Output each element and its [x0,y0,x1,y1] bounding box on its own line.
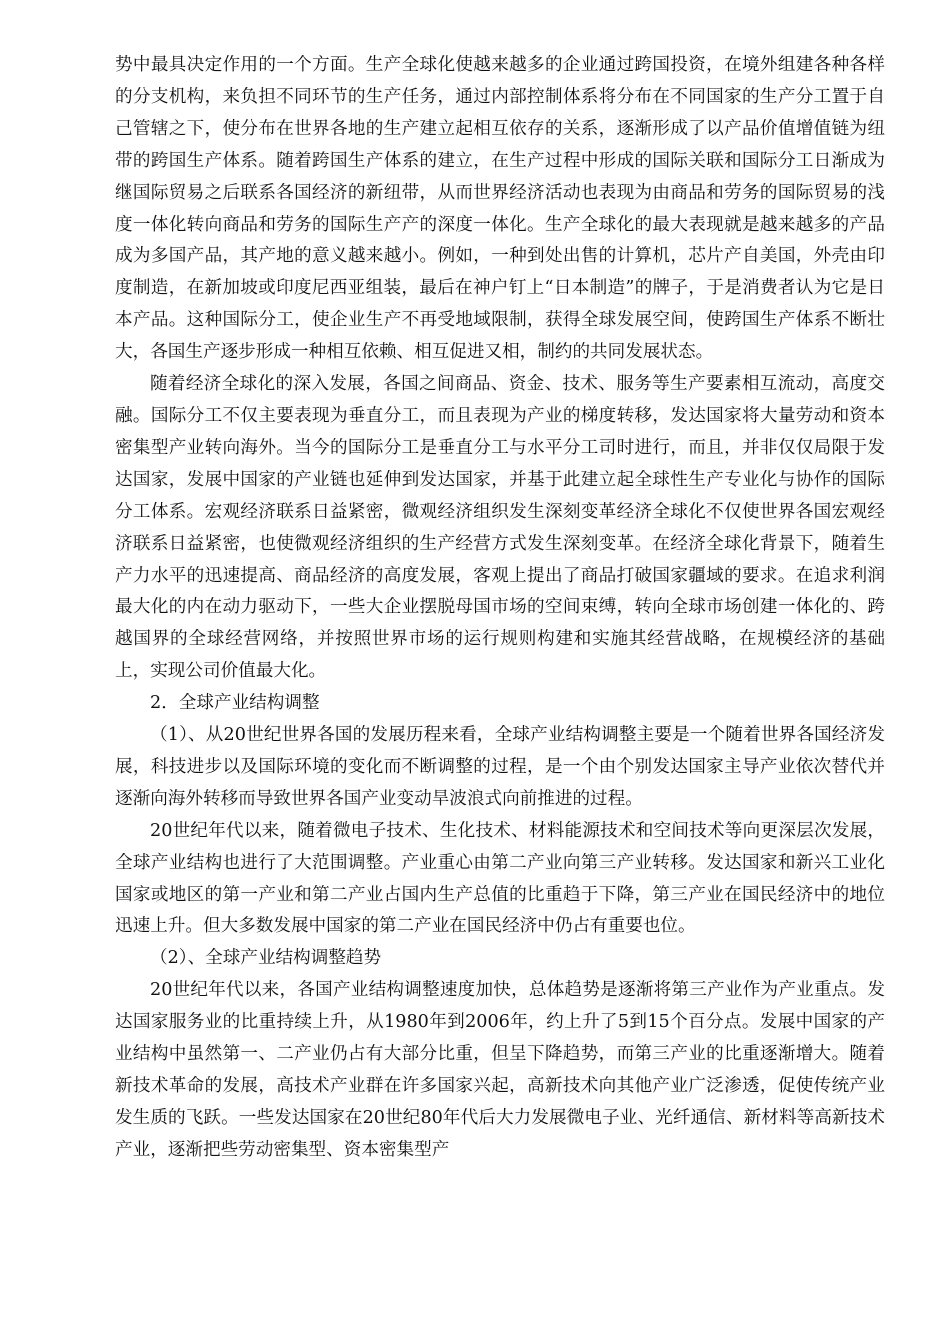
paragraph-restructuring-trend: 20世纪年代以来，各国产业结构调整速度加快，总体趋势是逐渐将第三产业作为产业重点。发达国家服务业的比重持续上升，从1980年到2006年，约上升了5到15个百分点。发展中国家的产业结构中虽然第一、二产业仍占有大部分比重，但呈下降趋势，而第三产业的比重逐渐增大。随着新技术革命的发展，高技术产业群在许多国家兴起，高新技术向其他产业广泛渗透，促使传统产业发生质的飞跃。一些发达国家在20世纪80年代后大力发展微电子业、光纤通信、新材料等高新技术产业，逐渐把些劳动密集型、资本密集型产 [115,980,885,1160]
section-heading-industrial-restructuring: 2．全球产业结构调整 [150,693,320,714]
paragraph-restructuring-history: （1）、从20世纪世界各国的发展历程来看，全球产业结构调整主要是一个随着世界各国经济发展，科技进步以及国际环境的变化而不断调整的过程，是一个由个别发达国家主导产业依次替代并逐渐向海外转移而导致世界各国产业变动旱波浪式向前推进的过程。 [115,725,885,809]
paragraph-international-division: 随着经济全球化的深入发展，各国之间商品、资金、技术、服务等生产要素相互流动，高度交融。国际分工不仅主要表现为垂直分工，而且表现为产业的梯度转移，发达国家将大量劳动和资本密集型产业转向海外。当今的国际分工是垂直分工与水平分工司时进行，而且，并非仅仅局限于发达国家，发展中国家的产业链也延伸到发达国家，并基于此建立起全球性生产专业化与协作的国际分工体系。宏观经济联系日益紧密，微观经济组织发生深刻变革经济全球化不仅使世界各国宏观经济联系日益紧密，也使微观经济组织的生产经营方式发生深刻变革。在经济全球化背景下，随着生产力水平的迅速提高、商品经济的高度发展，客观上提出了商品打破国家疆域的要求。在追求利润最大化的内在动力驱动下，一些大企业摆脱母国市场的空间束缚，转向全球市场创建一体化的、跨越国界的全球经营网络，并按照世界市场的运行规则构建和实施其经营战略，在规模经济的基础上，实现公司价值最大化。 [115,374,885,682]
paragraph-tertiary-shift: 20世纪年代以来，随着微电子技术、生化技术、材料能源技术和空间技术等向更深层次发展，全球产业结构也进行了大范围调整。产业重心由第二产业向第三产业转移。发达国家和新兴工业化国家或地区的第一产业和第二产业占国内生产总值的比重趋于下降，第三产业在国民经济中的地位迅速上升。但大多数发展中国家的第二产业在国民经济中仍占有重要也位。 [115,820,885,937]
document-page [115,50,885,1167]
paragraph-production-globalization: 势中最具决定作用的一个方面。生产全球化使越来越多的企业通过跨国投资，在境外组建各种各样的分支机构，来负担不同环节的生产任务，通过内部控制体系将分布在不同国家的生产分工置于自己管辖之下，使分布在世界各地的生产建立起相互依存的关系，逐渐形成了以产品价值增值链为纽带的跨国生产体系。随着跨国生产体系的建立，在生产过程中形成的国际关联和国际分工日渐成为继国际贸易之后联系各国经济的新纽带，从而世界经济活动也表现为由商品和劳务的国际贸易的浅度一体化转向商品和劳务的国际生产产的深度一体化。生产全球化的最大表现就是越来越多的产品成为多国产品，其产地的意义越来越小。例如，一种到处出售的计算机，芯片产自美国，外壳由印度制造，在新加坡或印度尼西亚组装，最后在神户钉上“日本制造”的牌子，于是消费者认为它是日本产品。这种国际分工，使企业生产不再受地域限制，获得全球发展空间，使跨国生产体系不断壮大，各国生产逐步形成一种相互依赖、相互促进又相，制约的共同发展状态。 [115,55,885,363]
subsection-heading-restructuring-trend: （2）、全球产业结构调整趋势 [150,948,382,969]
